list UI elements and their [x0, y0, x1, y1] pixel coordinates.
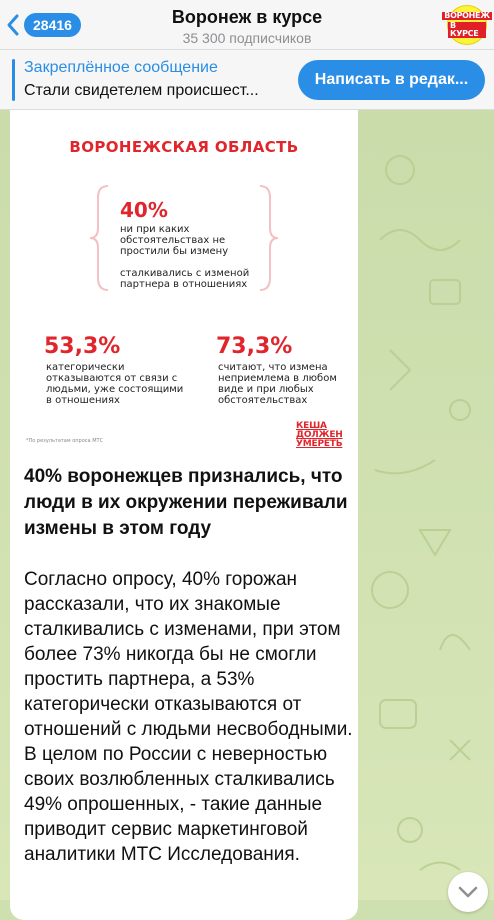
pinned-indicator — [12, 59, 15, 101]
chevron-down-icon — [457, 885, 479, 899]
pinned-label: Закреплённое сообщение — [24, 59, 218, 76]
pinned-message-bar[interactable] — [0, 50, 494, 110]
stat-right-caption: считают, что измена неприемлема в любом виде и при любых обстоятельствах — [218, 362, 337, 406]
pinned-text: Стали свидетелем происшест... — [24, 82, 259, 99]
unread-count-badge: 28416 — [24, 13, 81, 37]
avatar-text-line2: В КУРСЕ — [448, 22, 486, 38]
brand-logo — [296, 422, 343, 449]
stat-left-caption: категорически отказываются от связи с людьми, уже состоящими в отношениях — [46, 362, 184, 406]
channel-title: Воронеж в курсе — [171, 7, 323, 27]
channel-info[interactable] — [120, 6, 374, 47]
brand-line3: УМЕРЕТЬ — [296, 439, 343, 449]
write-to-editor-button[interactable]: Написать в редак... — [298, 60, 485, 100]
message-title: 40% воронежцев признались, что люди в их окружении переживали измены в этом году — [24, 466, 348, 539]
chevron-left-icon — [6, 13, 20, 37]
infographic-image[interactable] — [10, 110, 358, 458]
channel-avatar[interactable] — [444, 5, 490, 45]
back-button[interactable] — [6, 10, 81, 40]
stat-left-value: 53,3% — [44, 334, 121, 359]
infographic-footnote: *По результатам опроса МТС — [26, 438, 104, 444]
brand-line1: КЕША — [296, 421, 327, 431]
infographic-heading: ВОРОНЕЖСКАЯ ОБЛАСТЬ — [69, 138, 299, 156]
stat-main-value: 40% — [120, 198, 168, 222]
chat-header — [0, 0, 494, 50]
scroll-to-bottom-button[interactable] — [448, 872, 488, 912]
stat-right-value: 73,3% — [216, 334, 293, 359]
message-bubble[interactable] — [10, 110, 358, 920]
stat-main-caption2: сталкивались с изменой партнера в отношениях — [120, 268, 250, 290]
avatar-text-line1: ВОРОНЕЖ — [444, 11, 490, 20]
message-body: Согласно опросу, 40% горожан рассказали, что их знакомые сталкивались с изменами, при этом более 73% никогда бы не смогли простить партнера, а 53% категорически отказываются от отношений с людьми несвободными. В целом по России с неверностью своих возлюбленных сталкивались 49% опрошенных, - такие данные приводит сервис маркетинговой аналитики МТС Исследования. — [24, 569, 353, 865]
subscriber-count: 35 300 подписчиков — [182, 30, 312, 46]
brand-line2: ДОЛЖЕН — [296, 430, 343, 440]
stat-main-caption1: ни при каких обстоятельствах не простили бы измену — [120, 224, 229, 257]
